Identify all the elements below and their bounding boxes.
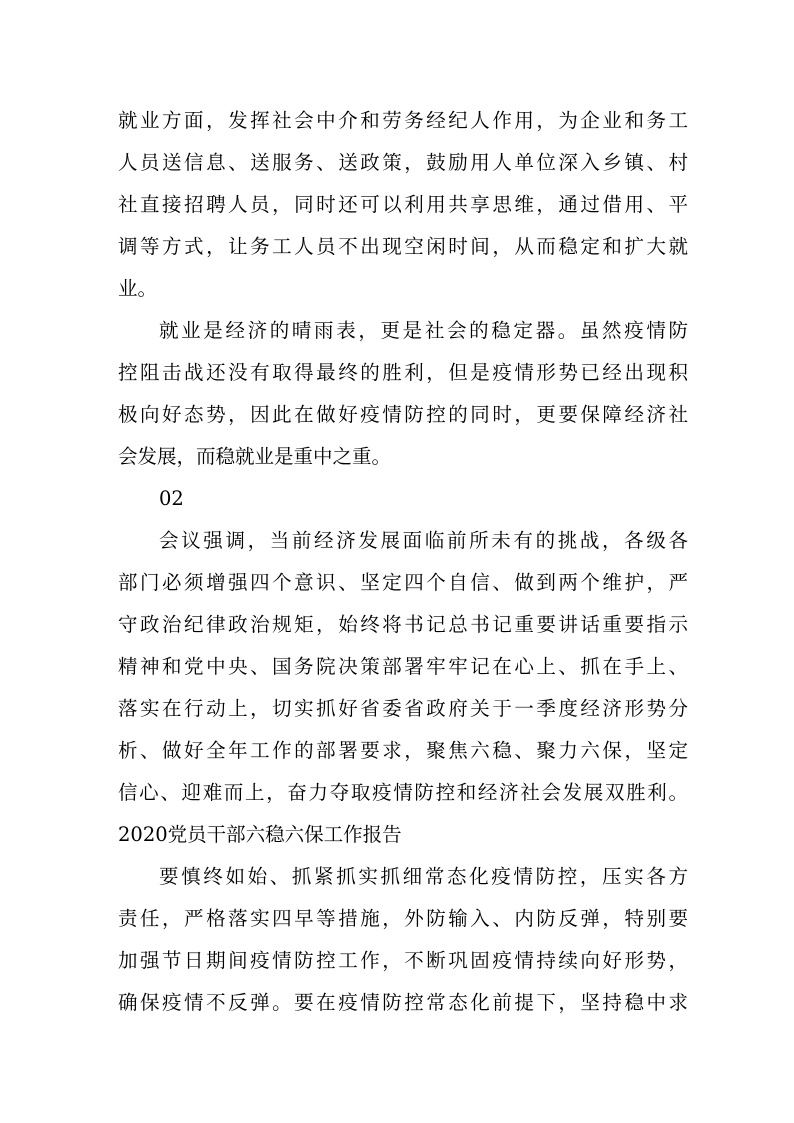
text-line: 落实在行动上，切实抓好省委省政府关于一季度经济形势分	[118, 697, 688, 720]
text-line: 确保疫情不反弹。要在疫情防控常态化前提下，坚持稳中求	[118, 991, 688, 1014]
paragraph-first-line: 要慎终如始、抓紧抓实抓细常态化疫情防控，压实各方	[159, 865, 688, 888]
text-line: 加强节日期间疫情防控工作，不断巩固疫情持续向好形势，	[118, 949, 688, 972]
document-page	[118, 100, 688, 1024]
text-line: 会发展，而稳就业是重中之重。	[118, 445, 392, 468]
text-line: 部门必须增强四个意识、坚定四个自信、做到两个维护，严	[118, 571, 688, 594]
text-line: 责任，严格落实四早等措施，外防输入、内防反弹，特别要	[118, 907, 688, 930]
text-line: 社直接招聘人员，同时还可以利用共享思维，通过借用、平	[118, 193, 688, 216]
paragraph-first-line: 会议强调，当前经济发展面临前所未有的挑战，各级各	[159, 529, 688, 552]
text-line: 业。	[118, 277, 158, 300]
paragraph-first-line: 就业是经济的晴雨表，更是社会的稳定器。虽然疫情防	[159, 319, 688, 342]
text-line: 信心、迎难而上，奋力夺取疫情防控和经济社会发展双胜利。	[118, 781, 688, 804]
text-line: 就业方面，发挥社会中介和劳务经纪人作用，为企业和务工	[118, 109, 688, 132]
report-title-line: 2020党员干部六稳六保工作报告	[118, 823, 402, 846]
text-line: 人员送信息、送服务、送政策，鼓励用人单位深入乡镇、村	[118, 151, 688, 174]
text-line: 析、做好全年工作的部署要求，聚焦六稳、聚力六保，坚定	[118, 739, 688, 762]
text-line: 控阻击战还没有取得最终的胜利，但是疫情形势已经出现积	[118, 361, 688, 384]
text-line: 守政治纪律政治规矩，始终将书记总书记重要讲话重要指示	[118, 613, 688, 636]
text-line: 调等方式，让务工人员不出现空闲时间，从而稳定和扩大就	[118, 235, 688, 258]
section-number: 02	[159, 487, 184, 510]
text-line: 精神和党中央、国务院决策部署牢牢记在心上、抓在手上、	[118, 655, 688, 678]
text-line: 极向好态势，因此在做好疫情防控的同时，更要保障经济社	[118, 403, 688, 426]
